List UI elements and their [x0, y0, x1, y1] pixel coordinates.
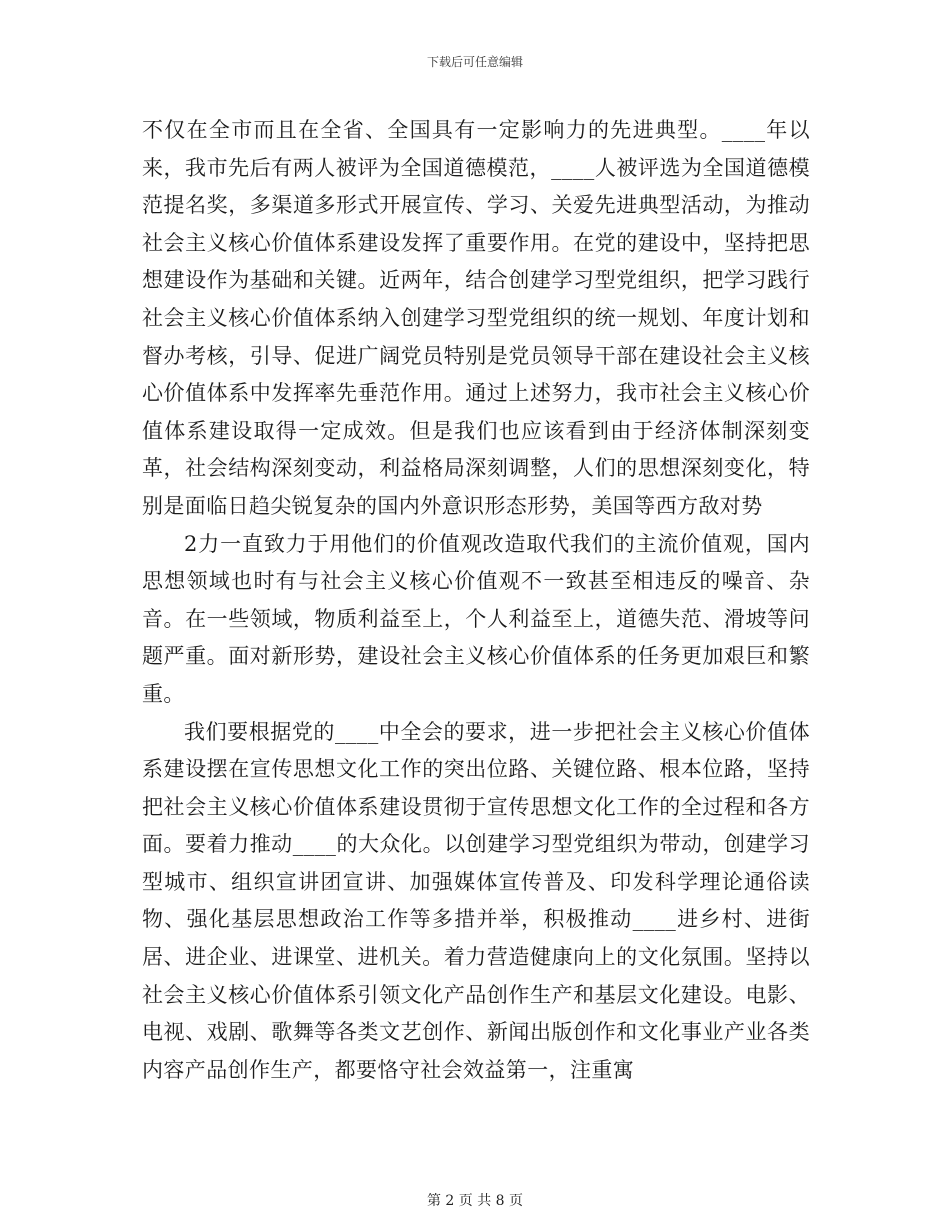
paragraph-3: 我们要根据党的____中全会的要求，进一步把社会主义核心价值体系建设摆在宣传思想文化工作的突出位路、关键位路、根本位路，坚持把社会主义核心价值体系建设贯彻于宣传思想文化工作的全过程和各方面。要着力推动____的大众化。以创建学习型党组织为带动，创建学习型城市、组织宣讲团宣讲、加强媒体宣传普及、印发科学理论通俗读物、强化基层思想政治工作等多措并举，积极推动____进乡村、进街居、进企业、进课堂、进机关。着力营造健康向上的文化氛围。坚持以社会主义核心价值体系引领文化产品创作生产和基层文化建设。电影、电视、戏剧、歌舞等各类文艺创作、新闻出版创作和文化事业产业各类内容产品创作生产，都要恪守社会效益第一，注重寓 — [142, 719, 810, 1082]
page-number: 第 2 页 共 8 页 — [426, 1193, 524, 1209]
paragraph-1: 不仅在全市而且在全省、全国具有一定影响力的先进典型。____年以来，我市先后有两人被评为全国道德模范，____人被评选为全国道德模范提名奖，多渠道多形式开展宣传、学习、关爱先进典型活动，为推动社会主义核心价值体系建设发挥了重要作用。在党的建设中，坚持把思想建设作为基础和关键。近两年，结合创建学习型党组织，把学习践行社会主义核心价值体系纳入创建学习型党组织的统一规划、年度计划和督办考核，引导、促进广阔党员特别是党员领导干部在建设社会主义核心价值体系中发挥率先垂范作用。通过上述努力，我市社会主义核心价值体系建设取得一定成效。但是我们也应该看到由于经济体制深刻变革，社会结构深刻变动，利益格局深刻调整，人们的思想深刻变化，特别是面临日趋尖锐复杂的国内外意识形态形势，美国等西方敌对势 — [142, 118, 810, 518]
page-header-note: 下载后可任意编辑 — [426, 55, 523, 69]
document-body — [142, 112, 810, 1089]
paragraph-2: 2力一直致力于用他们的价值观改造取代我们的主流价值观，国内思想领域也时有与社会主义核心价值观不一致甚至相违反的噪音、杂音。在一些领域，物质利益至上，个人利益至上，道德失范、滑坡等问题严重。面对新形势，建设社会主义核心价值体系的任务更加艰巨和繁重。 — [142, 531, 810, 706]
